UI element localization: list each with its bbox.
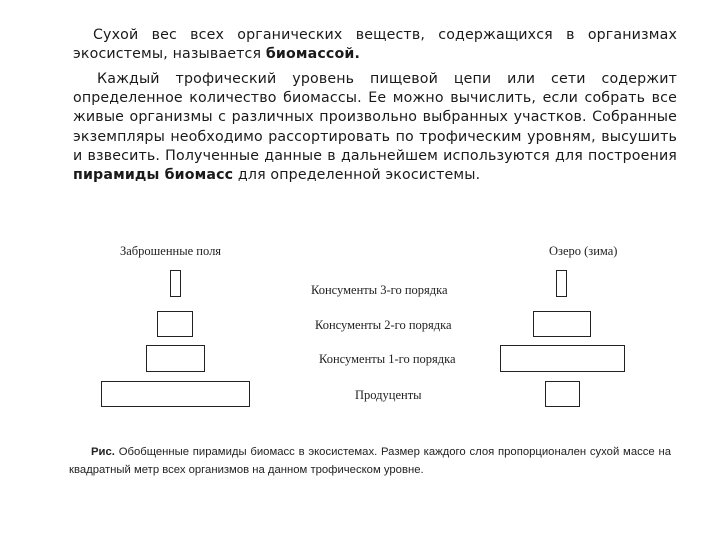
right-pyramid-title: Озеро (зима) xyxy=(549,244,618,258)
right-box-consumers-1 xyxy=(500,345,625,372)
paragraph-biomass-definition xyxy=(73,26,677,64)
paragraph1-text: Сухой вес всех органических веществ, содержащихся в организмах экосистемы, называется xyxy=(73,27,677,63)
left-pyramid-title: Заброшенные поля xyxy=(120,244,222,258)
level-label-producers: Продуценты xyxy=(355,388,422,402)
caption-text: Обобщенные пирамиды биомасс в экосистемах. Размер каждого слоя пропорционален сухой массе на квадратный метр всех организмов на данном трофическом уровне. xyxy=(69,446,671,476)
level-label-consumers-1: Консументы 1-го порядка xyxy=(319,352,456,366)
left-box-consumers-3 xyxy=(170,270,181,297)
paragraph2-tail: для определенной экосистемы. xyxy=(233,167,481,184)
left-box-consumers-2 xyxy=(157,311,193,337)
right-box-consumers-2 xyxy=(533,311,591,337)
figure-caption xyxy=(69,444,671,479)
biomass-term: биомассой. xyxy=(265,46,361,63)
right-box-producers xyxy=(545,381,580,407)
right-box-consumers-3 xyxy=(556,270,567,297)
left-box-consumers-1 xyxy=(146,345,205,372)
level-label-consumers-2: Консументы 2-го порядка xyxy=(315,318,452,332)
caption-label: Рис. xyxy=(91,446,115,458)
pyramid-term: пирамиды биомасс xyxy=(73,167,234,184)
left-box-producers xyxy=(101,381,250,407)
paragraph-biomass-pyramid xyxy=(73,70,677,185)
paragraph2-text: Каждый трофический уровень пищевой цепи или сети содержит определенное количество биомассы. Ее можно вычислить, если собрать все живые организмы с различных произвольно выбранных участков. Собранные экземпляры необходимо рассортировать по трофическим уровням, высушить и взвесить. Полученные данные в дальнейшем используются для построения xyxy=(73,71,677,164)
level-label-consumers-3: Консументы 3-го порядка xyxy=(311,283,448,297)
